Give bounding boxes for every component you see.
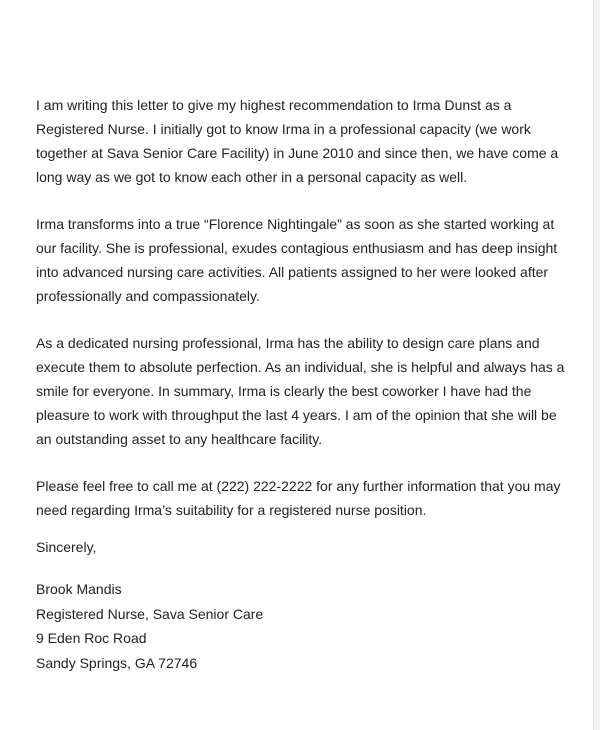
closing-salutation: Sincerely, (36, 539, 97, 555)
signer-name: Brook Mandis (36, 581, 122, 597)
signer-address-line2: Sandy Springs, GA 72746 (36, 654, 198, 671)
signature-block (36, 577, 263, 675)
signer-title: Registered Nurse, Sava Senior Care (36, 605, 264, 622)
paragraph-contact: Please feel free to call me at (222) 222-2222 for any further information that you may need regarding Irma’s suitability for a registered nurse position. (36, 478, 561, 518)
letter-body (36, 93, 576, 545)
signer-address-line1: 9 Eden Roc Road (36, 630, 147, 646)
page-gutter (594, 0, 600, 730)
paragraph-introduction: I am writing this letter to give my highest recommendation to Irma Dunst as a Registered Nurse. I initially got to know Irma in a professional capacity (we work together at Sava Senior Care Facility) in June 2010 and since then, we have come a long way as we got to know each other in a personal capacity as well. (36, 97, 559, 185)
paragraph-skills: As a dedicated nursing professional, Irma has the ability to design care plans and execute them to absolute perfection. As an individual, she is helpful and always has a smile for everyone. In summary, Irma is clearly the best coworker I have had the pleasure to work with throughput the last 4 years. I am of the opinion that she will be an outstanding asset to any healthcare facility. (36, 335, 565, 447)
paragraph-qualities: Irma transforms into a true “Florence Nightingale” as soon as she started working at our facility. She is professional, exudes contagious enthusiasm and has deep insight into advanced nursing care activities. All patients assigned to her were looked after professionally and compassionately. (36, 216, 558, 304)
